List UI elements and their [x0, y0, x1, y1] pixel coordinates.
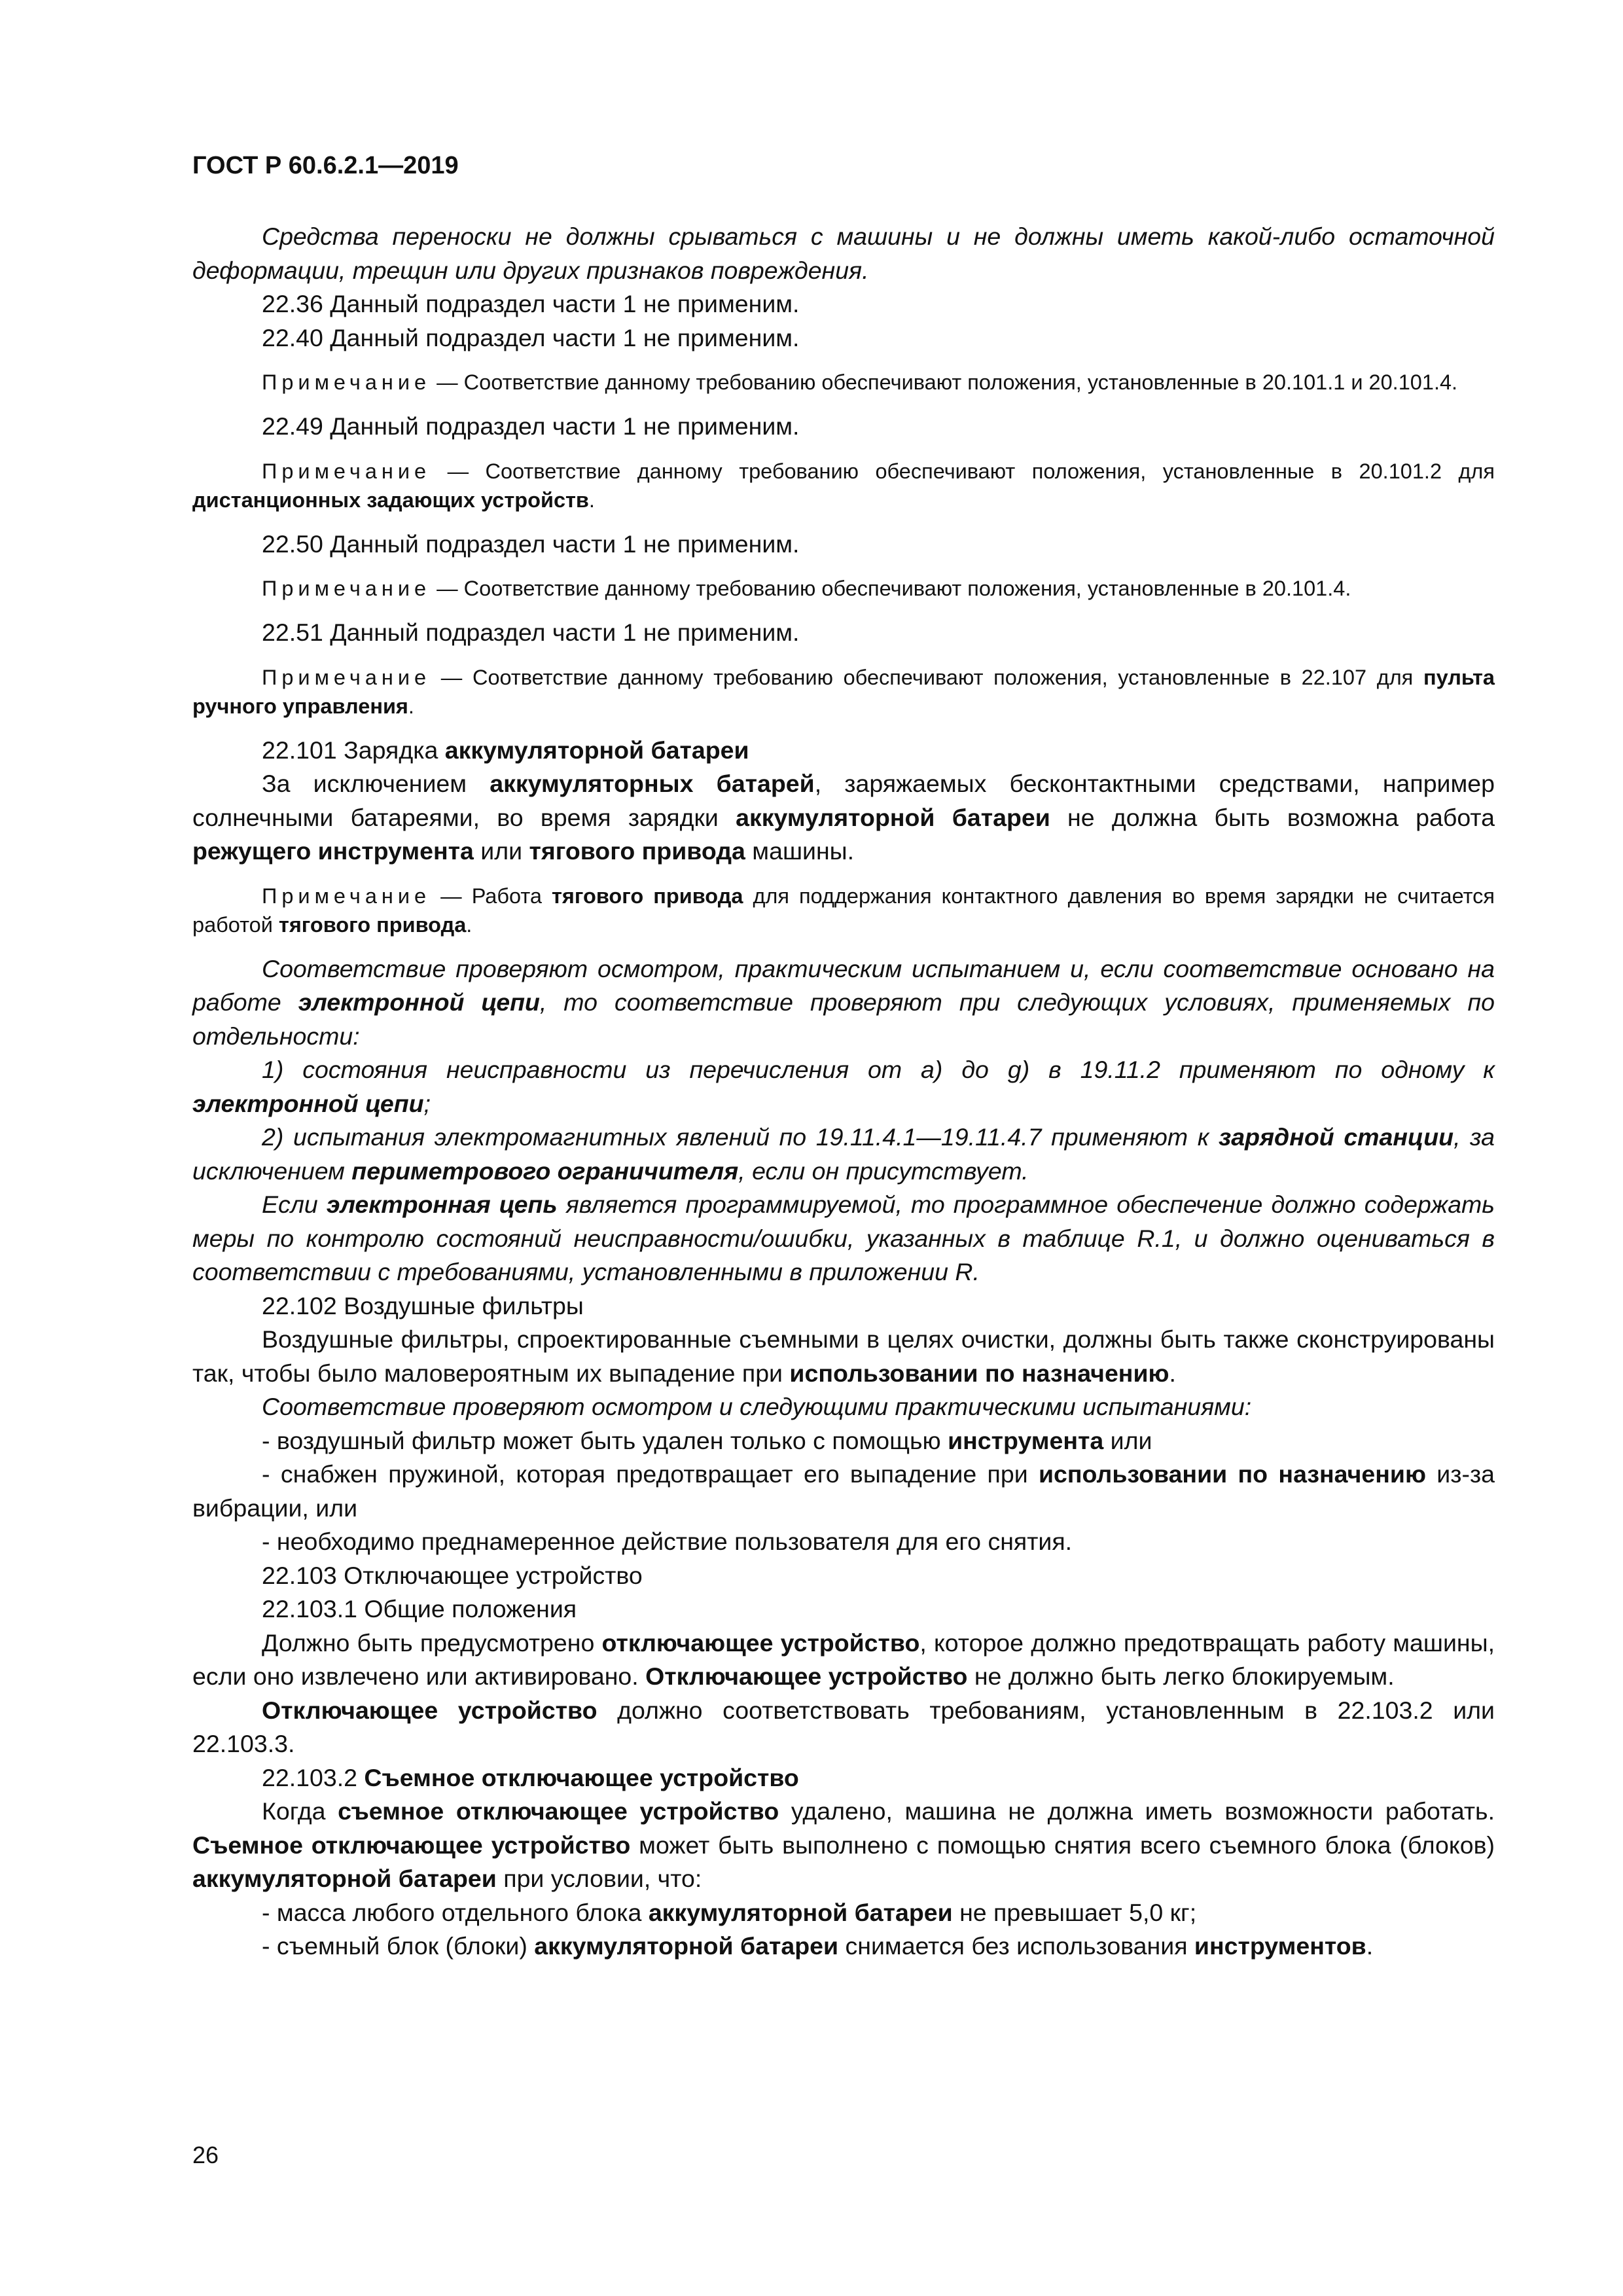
condition-1: 1) состояния неисправности из перечисления от а) до g) в 19.11.2 применяют по одному к электронной цепи; [192, 1056, 1495, 1117]
standard-header: ГОСТ Р 60.6.2.1—2019 [192, 152, 459, 179]
note-3: Примечание — Соответствие данному требованию обеспечивают положения, установленные в 20.101.4. [262, 577, 1351, 600]
clause-22-36: 22.36 Данный подраздел части 1 не применим. [262, 290, 800, 317]
clause-22-101-heading: 22.101 Зарядка аккумуляторной батареи [262, 736, 749, 764]
clause-22-103-1-text: Должно быть предусмотрено отключающее устройство, которое должно предотвращать работу машины, если оно извлечено или активировано. Отключающее устройство не должно быть легко блокируемым. [192, 1628, 1495, 1690]
list-item: - снабжен пружиной, которая предотвращает его выпадение при использовании по назначению из-за вибрации, или [192, 1460, 1495, 1522]
note-2: Примечание — Соответствие данному требованию обеспечивают положения, установленные в 20.101.2 для дистанционных задающих устройств. [192, 459, 1495, 512]
clause-22-103-heading: 22.103 Отключающее устройство [262, 1561, 643, 1589]
clause-22-103-1-text-2: Отключающее устройство должно соответствовать требованиям, установленным в 22.103.2 или 22.103.3. [192, 1696, 1495, 1757]
clause-22-40: 22.40 Данный подраздел части 1 не применим. [262, 323, 800, 351]
page-number: 26 [192, 2142, 219, 2168]
clause-22-101-text: За исключением аккумуляторных батарей, заряжаемых бесконтактными средствами, например солнечными батареями, во время зарядки аккумуляторной батареи не должна быть возможна работа режущего инструмента или тягового привода машины. [192, 770, 1495, 865]
note-label: Примечание [262, 665, 431, 689]
note-label: Примечание [262, 884, 431, 908]
condition-2: 2) испытания электромагнитных явлений по 19.11.4.1—19.11.4.7 применяют к зарядной станции, за исключением периметрового ограничителя, если он присутствует. [192, 1123, 1495, 1185]
note-label: Примечание [262, 459, 431, 483]
carry-requirement: Средства переноски не должны срываться с машины и не должны иметь какой-либо остаточной деформации, трещин или других признаков повреждения. [192, 223, 1495, 284]
page-body [192, 220, 1495, 1964]
clause-22-51: 22.51 Данный подраздел части 1 не применим. [262, 619, 800, 646]
note-1: Примечание — Соответствие данному требованию обеспечивают положения, установленные в 20.101.1 и 20.101.4. [262, 370, 1458, 394]
clause-22-103-2-heading: 22.103.2 Съемное отключающее устройство [262, 1763, 799, 1791]
note-label: Примечание [262, 370, 431, 394]
clause-22-103-2-text: Когда съемное отключающее устройство удалено, машина не должна иметь возможности работать. Съемное отключающее устройство может быть выполнено с помощью снятия всего съемного блока (блоков) аккумуляторной батареи при условии, что: [192, 1797, 1495, 1892]
note-4: Примечание — Соответствие данному требованию обеспечивают положения, установленные в 22.107 для пульта ручного управления. [192, 665, 1495, 718]
clause-22-50: 22.50 Данный подраздел части 1 не применим. [262, 529, 800, 558]
list-item: - необходимо преднамеренное действие пользователя для его снятия. [262, 1528, 1073, 1555]
list-item: - воздушный фильтр может быть удален только с помощью инструмента или [262, 1426, 1152, 1454]
list-item: - съемный блок (блоки) аккумуляторной батареи снимается без использования инструментов. [262, 1932, 1374, 1960]
programmable-circuit-text: Если электронная цепь является программируемой, то программное обеспечение должно содержать меры по контролю состояний неисправности/ошибки, указанных в таблице R.1, и должно оцениваться в соответствии с требованиями, установленными в приложении R. [192, 1191, 1495, 1285]
clause-22-49: 22.49 Данный подраздел части 1 не применим. [262, 412, 800, 440]
clause-22-102-text: Воздушные фильтры, спроектированные съемными в целях очистки, должны быть также сконструированы так, чтобы было маловероятным их выпадение при использовании по назначению. [192, 1325, 1495, 1387]
compliance-check-2: Соответствие проверяют осмотром и следующими практическими испытаниями: [262, 1393, 1252, 1420]
clause-22-102-heading: 22.102 Воздушные фильтры [262, 1291, 584, 1319]
note-5: Примечание — Работа тягового привода для поддержания контактного давления во время зарядки не считается работой тягового привода. [192, 884, 1495, 937]
clause-22-103-1-heading: 22.103.1 Общие положения [262, 1595, 577, 1623]
note-label: Примечание [262, 577, 431, 600]
compliance-check-1: Соответствие проверяют осмотром, практическим испытанием и, если соответствие основано на работе электронной цепи, то соответствие проверяют при следующих условиях, применяемых по отдельности: [192, 954, 1495, 1050]
list-item: - масса любого отдельного блока аккумуляторной батареи не превышает 5,0 кг; [262, 1898, 1197, 1926]
